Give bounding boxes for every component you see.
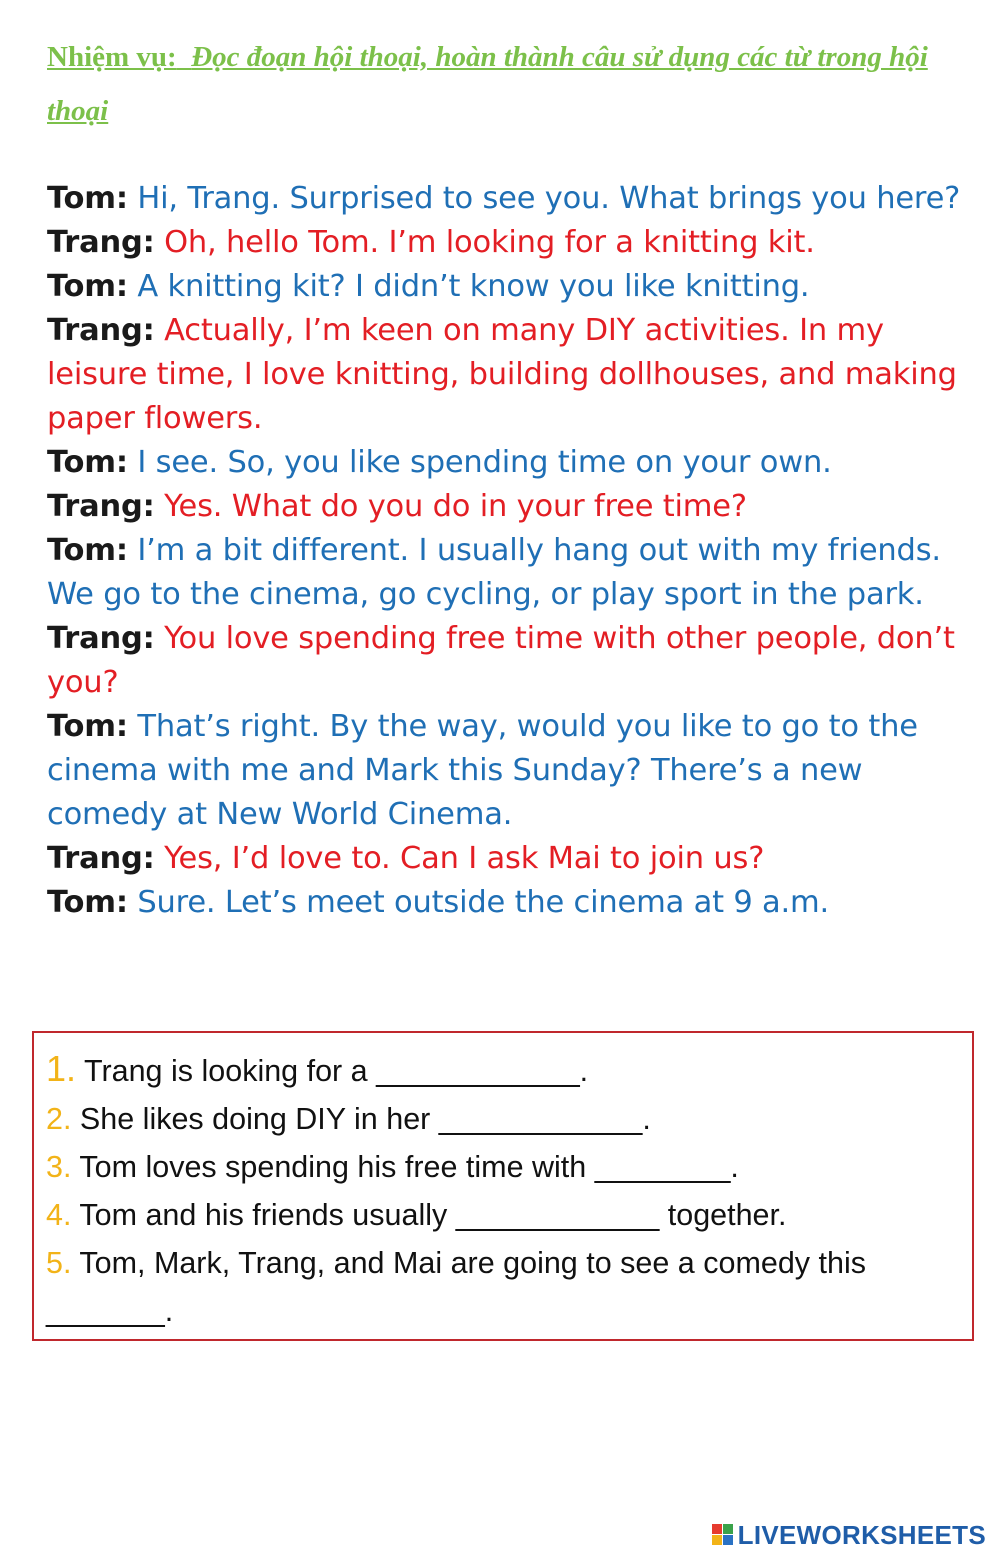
- question-text[interactable]: Tom and his friends usually ____________ together.: [79, 1198, 787, 1232]
- question-item: [46, 1045, 966, 1095]
- task-label: Nhiệm vụ:: [47, 41, 177, 73]
- utterance: I see. So, you like spending time on your own.: [137, 445, 832, 480]
- dialogue-line: [47, 265, 992, 309]
- question-number: 2.: [46, 1102, 72, 1136]
- questions-box: [32, 1031, 974, 1341]
- dialogue-line: [47, 221, 992, 265]
- dialogue-line: [47, 617, 992, 705]
- dialogue-line: [47, 177, 992, 221]
- utterance: Yes. What do you do in your free time?: [164, 489, 747, 524]
- question-number: 4.: [46, 1198, 72, 1232]
- utterance: Yes, I’d love to. Can I ask Mai to join us?: [164, 841, 765, 876]
- question-text[interactable]: Tom, Mark, Trang, and Mai are going to see a comedy this _______.: [46, 1246, 866, 1328]
- dialogue-line: [47, 705, 992, 837]
- dialogue-line: [47, 837, 992, 881]
- utterance: That’s right. By the way, would you like to go to the cinema with me and Mark this Sunday? There’s a new comedy at New World Cinema.: [47, 709, 918, 832]
- question-item: [46, 1143, 966, 1191]
- question-number: 5.: [46, 1246, 72, 1280]
- task-instruction: [47, 30, 982, 138]
- speaker: Trang:: [47, 489, 155, 524]
- question-text[interactable]: Trang is looking for a ____________.: [83, 1054, 589, 1088]
- utterance: Oh, hello Tom. I’m looking for a knitting kit.: [164, 225, 815, 260]
- question-text[interactable]: She likes doing DIY in her ____________.: [79, 1102, 651, 1136]
- question-number: 3.: [46, 1150, 72, 1184]
- question-item: [46, 1191, 966, 1239]
- speaker: Tom:: [47, 885, 128, 920]
- task-text: Đọc đoạn hội thoại, hoàn thành câu sử dụng các từ trong hội thoại: [47, 41, 928, 127]
- speaker: Tom:: [47, 445, 128, 480]
- speaker: Tom:: [47, 269, 128, 304]
- liveworksheets-logo-icon: [712, 1524, 734, 1546]
- question-number: 1.: [46, 1048, 77, 1089]
- question-item: [46, 1095, 966, 1143]
- dialogue-line: [47, 441, 992, 485]
- dialogue-line: [47, 485, 992, 529]
- utterance: Hi, Trang. Surprised to see you. What brings you here?: [137, 181, 961, 216]
- utterance: I’m a bit different. I usually hang out with my friends. We go to the cinema, go cycling, or play sport in the park.: [47, 533, 941, 612]
- utterance: A knitting kit? I didn’t know you like knitting.: [137, 269, 810, 304]
- brand-name: LIVEWORKSHEETS: [737, 1519, 986, 1550]
- speaker: Tom:: [47, 181, 128, 216]
- speaker: Trang:: [47, 225, 155, 260]
- dialogue-line: [47, 309, 992, 441]
- dialogue-line: [47, 529, 992, 617]
- speaker: Trang:: [47, 313, 155, 348]
- dialogue: [47, 177, 992, 925]
- question-item: [46, 1239, 966, 1335]
- speaker: Trang:: [47, 621, 155, 656]
- speaker: Tom:: [47, 533, 128, 568]
- liveworksheets-brand[interactable]: [712, 1520, 986, 1550]
- question-text[interactable]: Tom loves spending his free time with ________.: [79, 1150, 739, 1184]
- dialogue-line: [47, 881, 992, 925]
- utterance: Sure. Let’s meet outside the cinema at 9 a.m.: [137, 885, 830, 920]
- speaker: Tom:: [47, 709, 128, 744]
- speaker: Trang:: [47, 841, 155, 876]
- utterance: You love spending free time with other people, don’t you?: [47, 621, 955, 700]
- utterance: Actually, I’m keen on many DIY activities. In my leisure time, I love knitting, building dollhouses, and making paper flowers.: [47, 313, 957, 436]
